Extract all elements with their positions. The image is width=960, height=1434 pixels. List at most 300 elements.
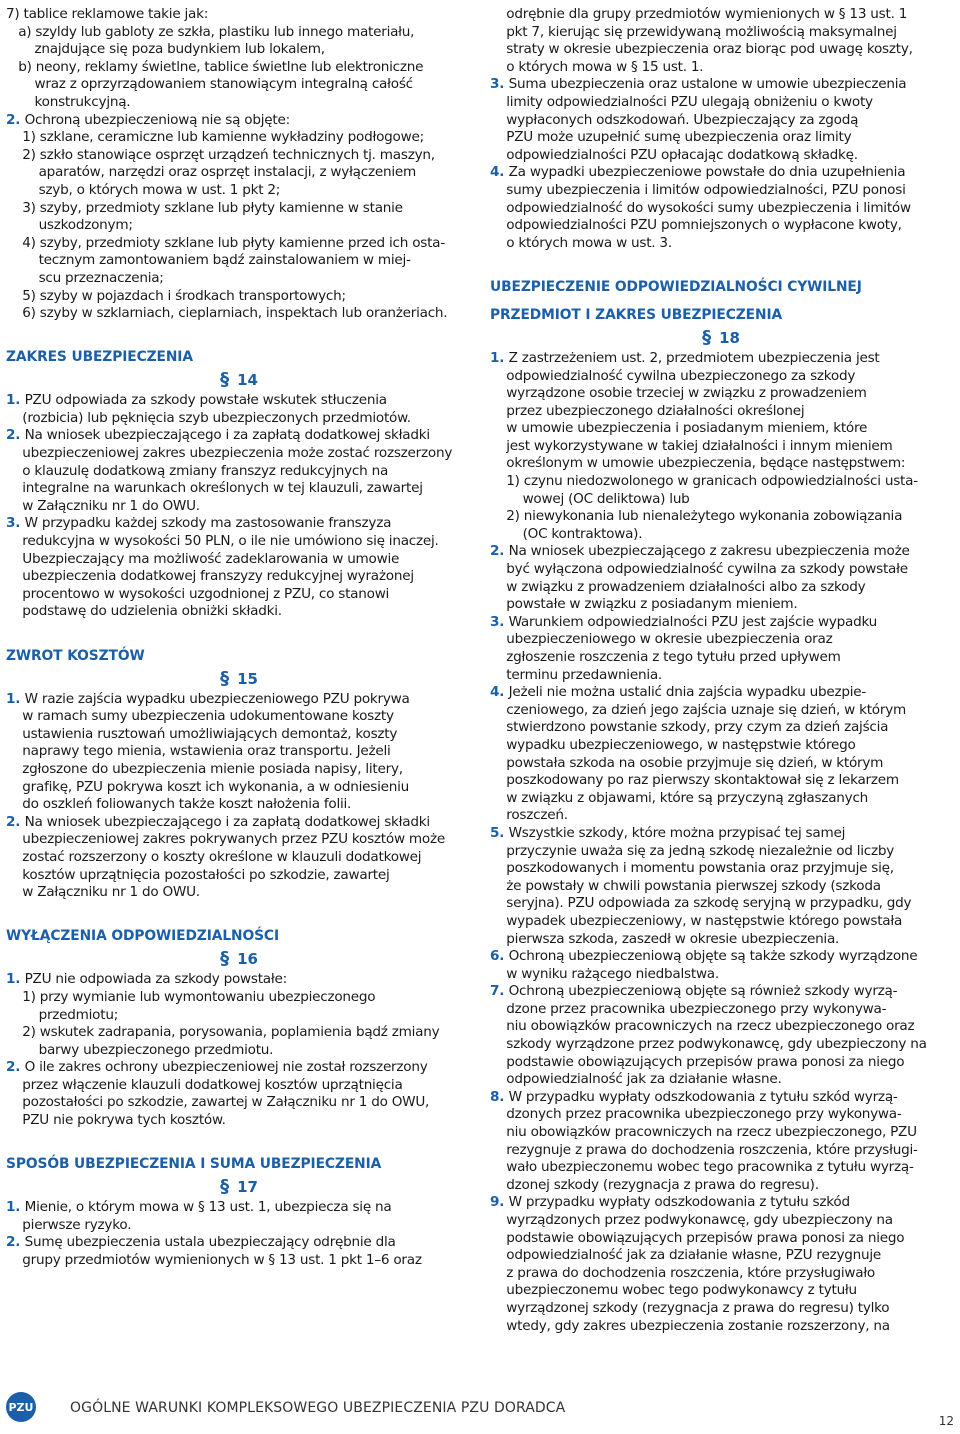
zakres-items: [6, 392, 472, 621]
line-text: seryjna). PZU odpowiada za szkodę seryjną w przypadku, gdy: [490, 895, 912, 912]
text-line: [490, 147, 952, 165]
text-line: [490, 473, 952, 491]
line-text: pierwsza szkoda, zaszedł w okresie ubezpieczenia.: [490, 930, 840, 947]
item-number: 1.: [6, 392, 25, 409]
text-line: [6, 1059, 472, 1077]
item-number: 2.: [6, 1059, 25, 1076]
text-line: [490, 1142, 952, 1160]
line-text: Ubezpieczający ma możliwość zadeklarowania w umowie: [6, 550, 400, 567]
left-column: [6, 6, 472, 1270]
text-line: [6, 235, 472, 253]
text-line: [490, 719, 952, 737]
text-line: [6, 1199, 472, 1217]
text-line: [6, 568, 472, 586]
line-text: PZU nie pokrywa tych kosztów.: [6, 1112, 226, 1129]
text-line: [490, 350, 952, 368]
text-line: [490, 164, 952, 182]
line-text: tecznym zamontowaniem bądź zainstalowaniem w miej-: [6, 252, 411, 269]
line-text: Suma ubezpieczenia oraz ustalone w umowie ubezpieczenia: [508, 76, 907, 93]
spacer: [490, 252, 952, 270]
text-line: [6, 1042, 472, 1060]
text-line: [490, 983, 952, 1001]
text-line: [490, 24, 952, 42]
spacer: [490, 296, 952, 306]
item-number: 5.: [490, 824, 509, 841]
line-text: 1) czynu niedozwolonego w granicach odpowiedzialności usta-: [490, 473, 918, 490]
line-text: ubezpieczeniowej zakres pokrywanych przez PZU kosztów może: [6, 831, 445, 848]
line-text: ubezpieczeniowego w okresie ubezpieczenia oraz: [490, 631, 833, 648]
line-text: pierwsze ryzyko.: [6, 1216, 132, 1233]
item-number: 1.: [6, 690, 25, 707]
item-number: 3.: [6, 515, 25, 532]
item-number: 7.: [490, 983, 509, 1000]
text-line: [490, 41, 952, 59]
line-text: z prawa do dochodzenia roszczenia, które przysługiwało: [490, 1264, 875, 1281]
section-heading-zwrot: ZWROT KOSZTÓW: [6, 647, 145, 664]
text-line: [490, 631, 952, 649]
spacer: [6, 323, 472, 341]
line-text: W przypadku wypłaty odszkodowania z tytułu szkód wyrzą-: [508, 1088, 898, 1105]
text-line: [490, 913, 952, 931]
text-line: [6, 498, 472, 516]
text-line: [490, 1018, 952, 1036]
right-items: [490, 350, 952, 1335]
text-line: [6, 761, 472, 779]
text-line: [490, 790, 952, 808]
item-number: 6.: [490, 948, 509, 965]
line-text: przez ubezpieczonego działalności określonej: [490, 402, 805, 419]
text-line: [490, 807, 952, 825]
text-line: [6, 305, 472, 323]
text-line: [490, 1212, 952, 1230]
line-text: O ile zakres ochrony ubezpieczeniowej nie został rozszerzony: [24, 1059, 428, 1076]
line-text: Z zastrzeżeniem ust. 2, przedmiotem ubezpieczenia jest: [508, 349, 880, 366]
line-text: w Załączniku nr 1 do OWU.: [6, 497, 200, 514]
text-line: [490, 860, 952, 878]
item-number: 3.: [490, 613, 509, 630]
pzu-logo-icon: PZU: [6, 1392, 36, 1422]
line-text: w związku z objawami, które są przyczyną zgłaszanych: [490, 789, 869, 806]
item-number: 2.: [6, 1234, 25, 1251]
line-text: że powstały w chwili powstania pierwszej szkody (szkoda: [490, 877, 881, 894]
line-text: 2) wskutek zadrapania, porysowania, poplamienia bądź zmiany: [6, 1024, 440, 1041]
text-line: [6, 1112, 472, 1130]
item-number: 1.: [6, 1199, 25, 1216]
text-line: [6, 288, 472, 306]
line-text: (rozbicia) lub pęknięcia szyb ubezpieczonych przedmiotów.: [6, 409, 411, 426]
line-text: pozostałości po szkodzie, zawartej w Załączniku nr 1 do OWU,: [6, 1094, 430, 1111]
line-text: niu obowiązków pracowniczych na rzecz ubezpieczonego, PZU: [490, 1124, 917, 1141]
text-line: [490, 1001, 952, 1019]
text-line: [6, 849, 472, 867]
line-text: podstawie obowiązujących przepisów prawa ponosi za niego: [490, 1053, 905, 1070]
text-line: [490, 931, 952, 949]
line-text: konstrukcyjną.: [6, 93, 131, 110]
line-text: Ochroną ubezpieczeniową objęte są także szkody wyrządzone: [508, 948, 918, 965]
line-text: PZU odpowiada za szkody powstałe wskutek stłuczenia: [24, 392, 387, 409]
item-number: 1.: [490, 349, 509, 366]
paragraph-number-18: § 18: [702, 326, 740, 348]
page-footer: [6, 1392, 954, 1428]
line-text: Mienie, o którym mowa w § 13 ust. 1, ubezpiecza się na: [24, 1199, 392, 1216]
text-line: [6, 831, 472, 849]
line-text: Warunkiem odpowiedzialności PZU jest zajście wypadku: [508, 613, 878, 630]
text-line: [490, 649, 952, 667]
text-line: [490, 614, 952, 632]
line-text: w umowie ubezpieczenia i posiadanym mieniem, które: [490, 420, 868, 437]
text-line: [6, 708, 472, 726]
text-line: [6, 41, 472, 59]
text-line: [490, 684, 952, 702]
line-text: poszkodowanych i momentu powstania oraz przyjmuje się,: [490, 860, 894, 877]
line-text: scu przeznaczenia;: [6, 269, 164, 286]
text-line: [6, 1077, 472, 1095]
text-line: [490, 403, 952, 421]
line-text: ubezpieczenia dodatkowej franszyzy redukcyjnej wyrażonej: [6, 568, 414, 585]
text-line: [6, 515, 472, 533]
line-text: odpowiedzialność do wysokości sumy ubezpieczenia i limitów: [490, 199, 911, 216]
line-text: Sumę ubezpieczenia ustala ubezpieczający odrębnie dla: [24, 1234, 396, 1251]
line-text: a) szyldy lub gabloty ze szkła, plastiku lub innego materiału,: [6, 23, 415, 40]
line-text: b) neony, reklamy świetlne, tablice świetlne lub elektroniczne: [6, 58, 424, 75]
text-line: [490, 129, 952, 147]
line-text: być wyłączona odpowiedzialność cywilna za szkody powstałe: [490, 561, 908, 578]
text-line: [6, 480, 472, 498]
line-text: 4) szyby, przedmioty szklane lub płyty kamienne przed ich osta-: [6, 234, 445, 251]
line-text: naprawy tego mienia, wstawienia oraz transportu. Jeżeli: [6, 743, 391, 760]
line-text: rezygnuje z prawa do dochodzenia roszczenia, które przysługi-: [490, 1141, 918, 1158]
line-text: przedmiotu;: [6, 1006, 119, 1023]
line-text: kosztów uprzątnięcia pozostałości po szkodzie, zawartej: [6, 866, 390, 883]
line-text: Na wniosek ubezpieczającego i za zapłatą dodatkowej składki: [24, 427, 430, 444]
text-line: [490, 112, 952, 130]
text-line: [6, 112, 472, 130]
line-text: procentowo w wysokości uzgodnionej z PZU, co stanowi: [6, 585, 390, 602]
text-line: [6, 971, 472, 989]
line-text: w Załączniku nr 1 do OWU.: [6, 884, 200, 901]
text-line: [490, 368, 952, 386]
line-text: powstała szkoda na osobie przyjmuje się dzień, w którym: [490, 754, 884, 771]
line-text: terminu przedawnienia.: [490, 666, 662, 683]
text-line: [490, 878, 952, 896]
line-text: roszczeń.: [490, 807, 568, 824]
text-line: [6, 603, 472, 621]
line-text: odpowiedzialności PZU opłacając dodatkową składkę.: [490, 146, 858, 163]
line-text: zgłoszone do ubezpieczenia mienie posiada napisy, litery,: [6, 760, 403, 777]
text-line: [6, 217, 472, 235]
text-line: [490, 948, 952, 966]
section-heading-wylaczenia: WYŁĄCZENIA ODPOWIEDZIALNOŚCI: [6, 928, 279, 945]
text-line: [490, 1071, 952, 1089]
line-text: wypadku ubezpieczeniowego, w następstwie którego: [490, 736, 856, 753]
line-text: (OC kontraktowa).: [490, 525, 643, 542]
text-line: [490, 1159, 952, 1177]
text-line: [490, 6, 952, 24]
text-line: [6, 392, 472, 410]
line-text: wyrządzonej szkody (rezygnacja z prawa do regresu) tylko: [490, 1299, 890, 1316]
text-line: [490, 94, 952, 112]
line-text: W przypadku wypłaty odszkodowania z tytułu szkód: [508, 1194, 850, 1211]
footer-title: OGÓLNE WARUNKI KOMPLEKSOWEGO UBEZPIECZENIA PZU DORADCA: [70, 1400, 566, 1416]
text-line: [490, 1194, 952, 1212]
line-text: W razie zajścia wypadku ubezpieczeniowego PZU pokrywa: [24, 690, 410, 707]
line-text: pkt 7, kierując się przewidywaną możliwością maksymalnej: [490, 23, 897, 40]
line-text: przez włączenie klauzuli dodatkowej kosztów uprzątnięcia: [6, 1076, 403, 1093]
line-text: 2) szkło stanowiące osprzęt urządzeń technicznych tj. maszyn,: [6, 146, 435, 163]
line-text: dzonej szkody (rezygnacja z prawa do regresu).: [490, 1176, 819, 1193]
line-text: wtedy, gdy zakres ubezpieczenia zostanie rozszerzony, na: [490, 1317, 890, 1334]
line-text: straty w okresie ubezpieczenia oraz biorąc pod uwagę koszty,: [490, 41, 913, 58]
text-line: [6, 76, 472, 94]
text-line: [6, 24, 472, 42]
text-line: [6, 1007, 472, 1025]
text-line: [6, 147, 472, 165]
text-line: [6, 586, 472, 604]
line-text: do oszkleń foliowanych także koszt nałożenia folii.: [6, 796, 352, 813]
spacer: [6, 1147, 472, 1155]
line-text: 5) szyby w pojazdach i środkach transportowych;: [6, 287, 346, 304]
list-item-2-exclusions: [6, 112, 472, 323]
text-line: [6, 989, 472, 1007]
text-line: [490, 966, 952, 984]
text-line: [6, 1252, 472, 1270]
line-text: wypłaconych odszkodowań. Ubezpieczający za zgodą: [490, 111, 859, 128]
line-text: limity odpowiedzialności PZU ulegają obniżeniu o kwoty: [490, 93, 873, 110]
line-text: przyczynie uważa się za jedną szkodę niezależnie od liczby: [490, 842, 895, 859]
text-line: [490, 1089, 952, 1107]
line-text: Jeżeli nie można ustalić dnia zajścia wypadku ubezpie-: [508, 684, 867, 701]
paragraph-number-15: § 15: [220, 667, 258, 689]
text-line: [6, 182, 472, 200]
line-text: Za wypadki ubezpieczeniowe powstałe do dnia uzupełnienia: [508, 164, 906, 181]
text-line: [6, 726, 472, 744]
text-line: [6, 533, 472, 551]
text-line: [490, 702, 952, 720]
line-text: jest wykorzystywane w takiej działalności i innym mieniem: [490, 437, 893, 454]
line-text: zgłoszenie roszczenia z tego tytułu przed upływem: [490, 649, 841, 665]
text-line: [490, 1265, 952, 1283]
text-line: [490, 1230, 952, 1248]
text-line: [6, 796, 472, 814]
item-number: 1.: [6, 971, 25, 988]
item-number: 4.: [490, 164, 509, 181]
text-line: [6, 551, 472, 569]
line-text: uszkodzonym;: [6, 217, 133, 234]
spacer: [6, 639, 472, 647]
text-line: [490, 579, 952, 597]
section-heading-przedmiot: PRZEDMIOT I ZAKRES UBEZPIECZENIA: [490, 306, 783, 323]
spacer: [490, 270, 952, 278]
text-line: [490, 543, 952, 561]
item-number: 2.: [6, 427, 25, 444]
text-line: [6, 445, 472, 463]
text-line: [6, 1217, 472, 1235]
line-text: W przypadku każdej szkody ma zastosowanie franszyza: [24, 515, 392, 532]
text-line: [490, 737, 952, 755]
text-line: [490, 825, 952, 843]
text-line: [490, 1282, 952, 1300]
item-number: 9.: [490, 1194, 509, 1211]
text-line: [6, 427, 472, 445]
text-line: [490, 843, 952, 861]
text-line: [6, 129, 472, 147]
line-text: dzone przez pracownika ubezpieczonego przy wykonywa-: [490, 1000, 887, 1017]
line-text: 3) szyby, przedmioty szklane lub płyty kamienne w stanie: [6, 199, 403, 216]
text-line: [6, 1234, 472, 1252]
line-text: Na wniosek ubezpieczającego z zakresu ubezpieczenia może: [508, 543, 910, 560]
line-text: sumy ubezpieczenia i limitów odpowiedzialności, PZU ponosi: [490, 181, 906, 198]
spacer: [6, 1130, 472, 1148]
line-text: stwierdzono powstanie szkody, przy czym za dzień zajścia: [490, 719, 889, 736]
line-text: znajdujące się poza budynkiem lub lokalem,: [6, 41, 325, 58]
line-text: szkody wyrządzone przez podwykonawcę, gdy ubezpieczony na: [490, 1036, 927, 1053]
text-line: [490, 1054, 952, 1072]
spacer: [6, 919, 472, 927]
text-line: [490, 561, 952, 579]
line-text: barwy ubezpieczonego przedmiotu.: [6, 1041, 274, 1058]
spacer: [6, 902, 472, 920]
line-text: dzonych przez pracownika ubezpieczonego przy wykonywa-: [490, 1106, 902, 1123]
line-text: szyb, o których mowa w ust. 1 pkt 2;: [6, 181, 281, 198]
list-tablice-reklamowe: [6, 6, 472, 112]
text-line: [490, 772, 952, 790]
text-line: [490, 1036, 952, 1054]
text-line: [6, 270, 472, 288]
line-text: odpowiedzialność jak za działanie własne, PZU rezygnuje: [490, 1247, 881, 1264]
text-line: [490, 59, 952, 77]
line-text: 2) niewykonania lub nienależytego wykonania zobowiązania: [490, 508, 903, 525]
line-text: 1) przy wymianie lub wymontowaniu ubezpieczonego: [6, 988, 376, 1005]
section-heading-oc: UBEZPIECZENIE ODPOWIEDZIALNOŚCI CYWILNEJ: [490, 278, 862, 295]
text-line: [6, 94, 472, 112]
paragraph-number-16: § 16: [220, 948, 258, 970]
item-number: 2.: [6, 813, 25, 830]
line-text: ubezpieczeniowej zakres ubezpieczenia może zostać rozszerzony: [6, 445, 453, 462]
text-line: [6, 1094, 472, 1112]
text-line: [490, 1247, 952, 1265]
spacer: [6, 340, 472, 348]
text-line: [6, 779, 472, 797]
item-number: 8.: [490, 1088, 509, 1105]
text-line: [490, 1300, 952, 1318]
text-line: [490, 1318, 952, 1336]
text-line: [6, 164, 472, 182]
line-text: powstałe w związku z posiadanym mieniem.: [490, 596, 798, 613]
section-heading-zakres: ZAKRES UBEZPIECZENIA: [6, 349, 193, 366]
paragraph-number-14: § 14: [220, 369, 258, 391]
text-line: [490, 895, 952, 913]
line-text: 1) szklane, ceramiczne lub kamienne wykładziny podłogowe;: [6, 129, 424, 146]
text-line: [6, 410, 472, 428]
zwrot-items: [6, 691, 472, 902]
line-text: ubezpieczonemu wobec tego podwykonawcy z tytułu: [490, 1282, 857, 1299]
line-text: redukcyjna w wysokości 50 PLN, o ile nie umówiono się inaczej.: [6, 533, 439, 550]
paragraph-number-17: § 17: [220, 1176, 258, 1198]
line-text: o klauzulę dodatkową zmiany franszyz redukcyjnych na: [6, 462, 389, 479]
line-text: podstawę do udzielenia obniżki składki.: [6, 603, 282, 620]
line-text: o których mowa w § 15 ust. 1.: [490, 58, 704, 75]
line-text: Wszystkie szkody, które można przypisać tej samej: [508, 824, 846, 841]
line-text: w wyniku rażącego niedbalstwa.: [490, 965, 719, 982]
line-text: podstawie obowiązujących przepisów prawa ponosi za niego: [490, 1229, 905, 1246]
text-line: [490, 217, 952, 235]
item-number: 2.: [6, 111, 25, 128]
text-line: [490, 182, 952, 200]
text-line: [6, 252, 472, 270]
text-line: [6, 884, 472, 902]
line-text: grafikę, PZU pokrywa koszt ich wykonania, a w odniesieniu: [6, 778, 409, 795]
line-text: ustawienia rusztowań umożliwiających demontaż, koszty: [6, 725, 398, 742]
right-column: [490, 6, 952, 1335]
text-line: [490, 1124, 952, 1142]
text-line: [490, 200, 952, 218]
line-text: aparatów, narzędzi oraz osprzęt instalacji, z wyłączeniem: [6, 164, 416, 181]
text-line: [6, 867, 472, 885]
text-line: [6, 6, 472, 24]
text-line: [6, 463, 472, 481]
line-text: Ochroną ubezpieczeniową objęte są również szkody wyrzą-: [508, 983, 898, 1000]
line-text: odpowiedzialność cywilna ubezpieczonego za szkody: [490, 367, 856, 384]
spacer: [6, 621, 472, 639]
line-text: grupy przedmiotów wymienionych w § 13 ust. 1 pkt 1–6 oraz: [6, 1252, 422, 1269]
text-line: [490, 438, 952, 456]
line-text: Na wniosek ubezpieczającego i za zapłatą dodatkowej składki: [24, 813, 430, 830]
text-line: [490, 420, 952, 438]
line-text: odpowiedzialności PZU pomniejszonych o wypłacone kwoty,: [490, 217, 902, 234]
text-line: [490, 667, 952, 685]
line-text: wraz z oprzyrządowaniem stanowiącym integralną całość: [6, 76, 413, 93]
line-text: określonym w umowie ubezpieczenia, będące następstwem:: [490, 455, 906, 472]
wylaczenia-items: [6, 971, 472, 1129]
text-line: [490, 491, 952, 509]
line-text: czeniowego, za dzień jego zajścia uznaje się dzień, w którym: [490, 701, 906, 718]
item-number: 3.: [490, 76, 509, 93]
line-text: o których mowa w ust. 3.: [490, 234, 672, 251]
line-text: integralne na warunkach określonych w tej klauzuli, zawartej: [6, 480, 423, 497]
text-line: [6, 200, 472, 218]
line-text: Ochroną ubezpieczeniową nie są objęte:: [24, 111, 290, 128]
text-line: [6, 743, 472, 761]
line-text: niu obowiązków pracowniczych na rzecz ubezpieczonego oraz: [490, 1018, 915, 1035]
item-number: 2.: [490, 543, 509, 560]
line-text: odrębnie dla grupy przedmiotów wymienionych w § 13 ust. 1: [490, 6, 908, 22]
line-text: wypadek ubezpieczeniowy, w następstwie którego powstała: [490, 912, 903, 929]
line-text: odpowiedzialność jak za działanie własne.: [490, 1071, 782, 1088]
line-text: zostać rozszerzony o koszty określone w klauzuli dodatkowej: [6, 848, 422, 865]
line-text: wało ubezpieczonemu wobec tego pracownika z tytułu wyrzą-: [490, 1159, 914, 1176]
line-text: wyrządzone osobie trzeciej w związku z prowadzeniem: [490, 385, 867, 402]
sposob-items: [6, 1199, 472, 1269]
text-line: [6, 691, 472, 709]
line-text: PZU może uzupełnić sumę ubezpieczenia oraz limity: [490, 129, 852, 146]
text-line: [490, 385, 952, 403]
page-number: 12: [938, 1414, 954, 1428]
text-line: [490, 755, 952, 773]
line-text: PZU nie odpowiada za szkody powstałe:: [24, 971, 287, 988]
text-line: [490, 455, 952, 473]
text-line: [490, 1177, 952, 1195]
text-line: [6, 814, 472, 832]
line-text: wyrządzonych przez podwykonawcę, gdy ubezpieczony na: [490, 1212, 893, 1228]
text-line: [6, 59, 472, 77]
text-line: [490, 508, 952, 526]
text-line: [6, 1024, 472, 1042]
text-line: [490, 526, 952, 544]
text-line: [490, 76, 952, 94]
line-text: poszkodowany po raz pierwszy skontaktował się z lekarzem: [490, 772, 899, 789]
text-line: [490, 235, 952, 253]
text-line: [490, 596, 952, 614]
